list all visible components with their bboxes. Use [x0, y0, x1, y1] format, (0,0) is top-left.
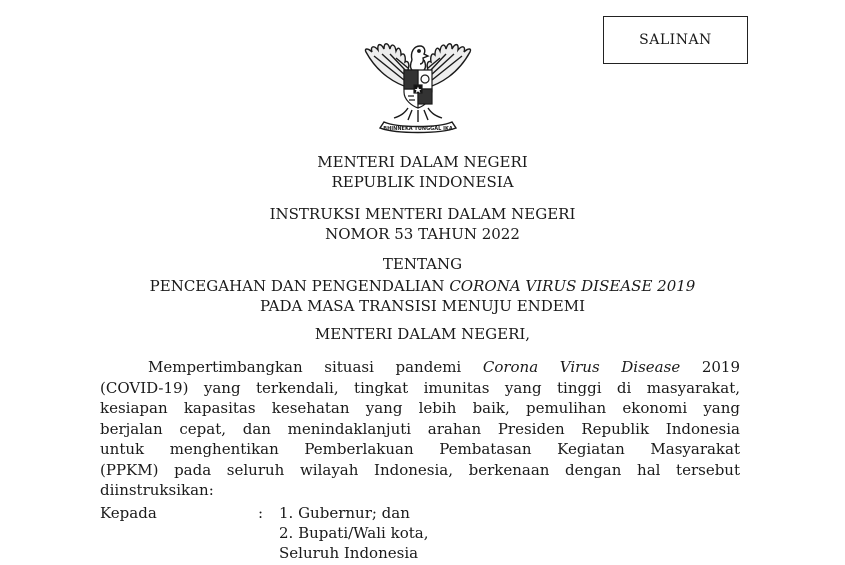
recipient-scope: Seluruh Indonesia [279, 544, 419, 562]
para-line-4: berjalan cepat, dan menindaklanjuti arahan Presiden Republik Indonesia [100, 419, 740, 438]
subject-prefix: PENCEGAHAN DAN PENGENDALIAN [149, 277, 450, 295]
consideration-paragraph [100, 357, 740, 501]
para-line-7: diinstruksikan: [100, 481, 214, 499]
recipients-colon: : [258, 504, 264, 522]
salinan-stamp: SALINAN [603, 16, 748, 64]
header-line-1: MENTERI DALAM NEGERI [317, 153, 528, 171]
para-line-5: untuk menghentikan Pemberlakuan Pembatasan Kegiatan Masyarakat [100, 440, 740, 458]
instruction-subject-line-2: PADA MASA TRANSISI MENUJU ENDEMI [259, 297, 586, 315]
instruction-about: TENTANG [382, 255, 463, 273]
instruction-number: NOMOR 53 TAHUN 2022 [325, 225, 520, 243]
para-line-3: kesiapan kapasitas kesehatan yang lebih baik, pemulihan ekonomi yang [100, 399, 740, 417]
issuer-line: MENTERI DALAM NEGERI, [314, 325, 531, 343]
emblem-motto: BHINNEKA TUNGGAL IKA [383, 126, 453, 132]
para-line-6: (PPKM) pada seluruh wilayah Indonesia, berkenaan dengan hal tersebut [100, 460, 740, 479]
recipient-item-2: 2. Bupati/Wali kota, [279, 524, 429, 542]
recipient-item-1: 1. Gubernur; dan [279, 504, 410, 522]
para-line-1: Mempertimbangkan situasi pandemi Corona Virus Disease 2019 [148, 358, 740, 376]
instruction-title: INSTRUKSI MENTERI DALAM NEGERI [269, 205, 576, 223]
instruction-subject-line-1 [0, 276, 845, 296]
header-line-2: REPUBLIK INDONESIA [331, 173, 514, 191]
subject-italic: CORONA VIRUS DISEASE 2019 [449, 277, 696, 295]
para-line-2: (COVID-19) yang terkendali, tingkat imunitas yang tinggi di masyarakat, [100, 378, 740, 397]
recipients-label: Kepada [100, 504, 157, 522]
garuda-emblem-icon [348, 30, 488, 140]
